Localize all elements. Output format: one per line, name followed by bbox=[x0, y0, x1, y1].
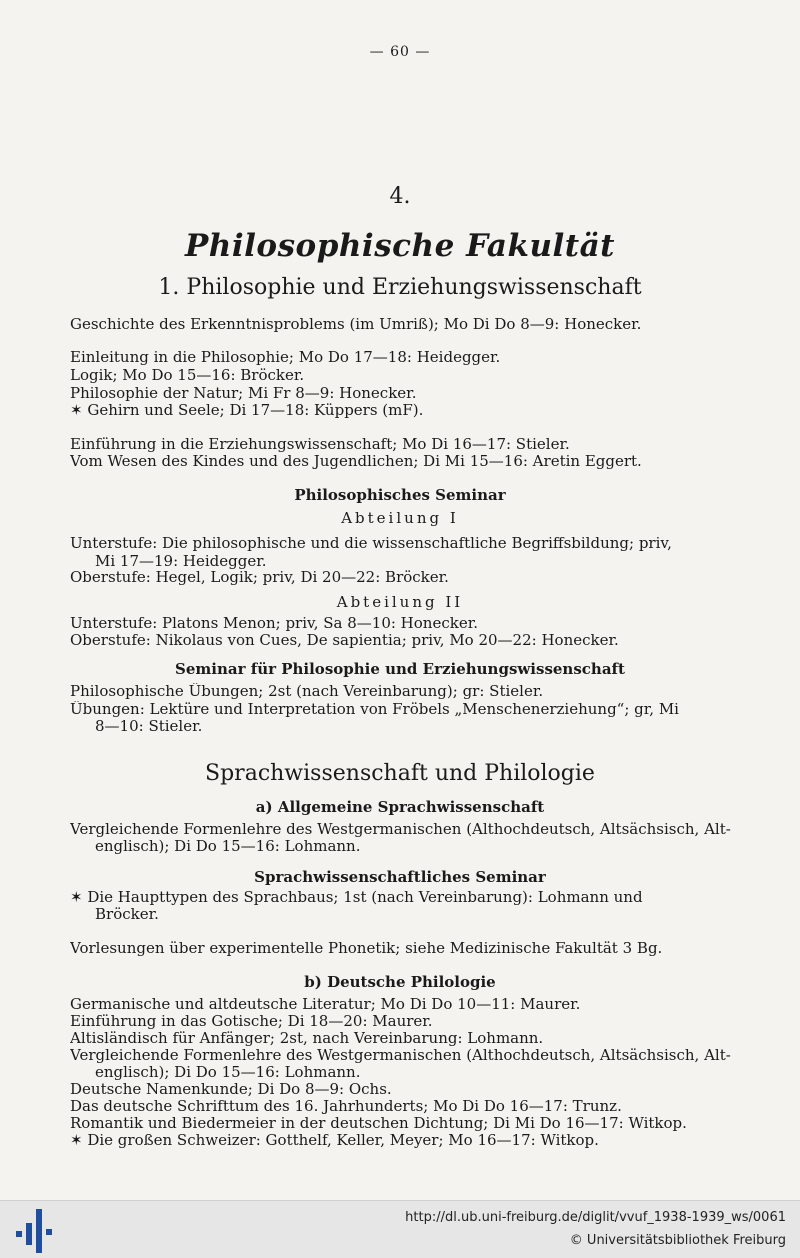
subsection-heading: a) Allgemeine Sprachwissenschaft bbox=[255, 799, 545, 816]
course-line: Oberstufe: Hegel, Logik; priv, Di 20—22: Bröcker. bbox=[70, 569, 449, 586]
viewer-footer bbox=[0, 1200, 800, 1258]
course-line: Einführung in die Erziehungswissenschaft; Mo Di 16—17: Stieler. bbox=[70, 436, 570, 453]
course-line: Das deutsche Schrifttum des 16. Jahrhunderts; Mo Di Do 16—17: Trunz. bbox=[70, 1098, 622, 1115]
course-line: Übungen: Lektüre und Interpretation von Fröbels „Menschenerziehung“; gr, Mi bbox=[70, 701, 679, 718]
course-line: Logik; Mo Do 15—16: Bröcker. bbox=[70, 367, 305, 384]
faculty-title: Philosophische Fakultät bbox=[185, 228, 615, 264]
course-line: Unterstufe: Platons Menon; priv, Sa 8—10: Honecker. bbox=[70, 615, 478, 632]
seminar-heading: Seminar für Philosophie und Erziehungswissenschaft bbox=[175, 661, 625, 678]
course-line: ✶ Gehirn und Seele; Di 17—18: Küppers (mF). bbox=[70, 402, 424, 419]
page-number: — 60 — bbox=[369, 44, 431, 60]
source-url-link[interactable]: http://dl.ub.uni-freiburg.de/diglit/vvuf_1938-1939_ws/0061 bbox=[405, 1210, 786, 1225]
subsection-heading: b) Deutsche Philologie bbox=[304, 974, 496, 991]
course-line: Germanische und altdeutsche Literatur; Mo Di Do 10—11: Maurer. bbox=[70, 996, 581, 1013]
course-line: Philosophische Übungen; 2st (nach Vereinbarung); gr: Stieler. bbox=[70, 683, 544, 700]
course-line: Philosophie der Natur; Mi Fr 8—9: Honecker. bbox=[70, 385, 417, 402]
course-line: englisch); Di Do 15—16: Lohmann. bbox=[95, 1064, 361, 1081]
course-line: Romantik und Biedermeier in der deutschen Dichtung; Di Mi Do 16—17: Witkop. bbox=[70, 1115, 687, 1132]
seminar-heading: Philosophisches Seminar bbox=[294, 487, 506, 504]
section-title: Sprachwissenschaft und Philologie bbox=[205, 762, 595, 786]
course-line: Deutsche Namenkunde; Di Do 8—9: Ochs. bbox=[70, 1081, 392, 1098]
section-title: 1. Philosophie und Erziehungswissenschaft bbox=[158, 275, 642, 300]
course-line: Einführung in das Gotische; Di 18—20: Maurer. bbox=[70, 1013, 433, 1030]
course-line: 8—10: Stieler. bbox=[95, 718, 203, 735]
course-line: Altisländisch für Anfänger; 2st, nach Vereinbarung: Lohmann. bbox=[70, 1030, 544, 1047]
course-line: Vergleichende Formenlehre des Westgermanischen (Althochdeutsch, Altsächsisch, Alt- bbox=[70, 1047, 731, 1064]
department-heading: Abteilung II bbox=[336, 594, 464, 611]
course-line: Geschichte des Erkenntnisproblems (im Umriß); Mo Di Do 8—9: Honecker. bbox=[70, 316, 642, 333]
course-line: Einleitung in die Philosophie; Mo Do 17—18: Heidegger. bbox=[70, 349, 501, 366]
course-line: Vorlesungen über experimentelle Phonetik; siehe Medizinische Fakultät 3 Bg. bbox=[70, 940, 663, 957]
course-line: Oberstufe: Nikolaus von Cues, De sapientia; priv, Mo 20—22: Honecker. bbox=[70, 632, 619, 649]
course-line: Unterstufe: Die philosophische und die wissenschaftliche Begriffsbildung; priv, bbox=[70, 535, 672, 552]
course-line: Vergleichende Formenlehre des Westgermanischen (Althochdeutsch, Altsächsisch, Alt- bbox=[70, 821, 731, 838]
course-line: Mi 17—19: Heidegger. bbox=[95, 553, 267, 570]
chapter-number: 4. bbox=[389, 184, 411, 209]
course-line: englisch); Di Do 15—16: Lohmann. bbox=[95, 838, 361, 855]
course-line: ✶ Die Haupttypen des Sprachbaus; 1st (nach Vereinbarung): Lohmann und bbox=[70, 889, 643, 906]
seminar-heading: Sprachwissenschaftliches Seminar bbox=[254, 869, 546, 886]
department-heading: Abteilung I bbox=[341, 510, 459, 527]
course-line: Bröcker. bbox=[95, 906, 159, 923]
course-line: Vom Wesen des Kindes und des Jugendlichen; Di Mi 15—16: Aretin Eggert. bbox=[70, 453, 642, 470]
course-line: ✶ Die großen Schweizer: Gotthelf, Keller, Meyer; Mo 16—17: Witkop. bbox=[70, 1132, 599, 1149]
library-logo-icon bbox=[16, 1209, 52, 1253]
copyright-text: © Universitätsbibliothek Freiburg bbox=[569, 1233, 786, 1248]
